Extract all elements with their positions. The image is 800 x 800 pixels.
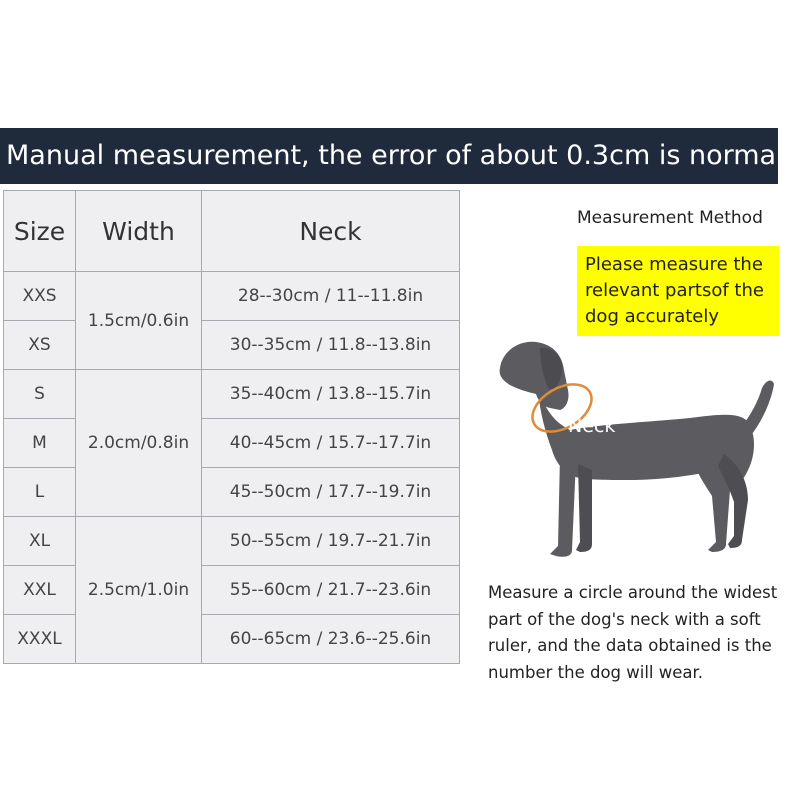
table-row <box>4 370 460 419</box>
table-row <box>4 615 460 664</box>
cell-size: XXL <box>4 566 76 615</box>
cell-size: XXXL <box>4 615 76 664</box>
table-row <box>4 419 460 468</box>
measure-note: Please measure the relevant partsof the dog accurately <box>577 246 779 336</box>
dog-silhouette-icon <box>480 330 780 570</box>
cell-neck: 30--35cm / 11.8--13.8in <box>202 321 460 370</box>
table-header-row <box>4 191 460 272</box>
method-title: Measurement Method <box>577 208 763 228</box>
cell-width: 1.5cm/0.6in <box>76 272 202 370</box>
header-width: Width <box>76 191 202 272</box>
cell-size: XXS <box>4 272 76 321</box>
cell-neck: 28--30cm / 11--11.8in <box>202 272 460 321</box>
cell-size: XL <box>4 517 76 566</box>
banner-title: Manual measurement, the error of about 0.3cm is normal. <box>0 128 778 184</box>
cell-neck: 55--60cm / 21.7--23.6in <box>202 566 460 615</box>
cell-neck: 50--55cm / 19.7--21.7in <box>202 517 460 566</box>
table-row <box>4 468 460 517</box>
cell-neck: 60--65cm / 23.6--25.6in <box>202 615 460 664</box>
cell-width: 2.5cm/1.0in <box>76 517 202 664</box>
cell-neck: 45--50cm / 17.7--19.7in <box>202 468 460 517</box>
header-size: Size <box>4 191 76 272</box>
header-neck: Neck <box>202 191 460 272</box>
neck-label: Neck <box>568 415 616 437</box>
cell-width: 2.0cm/0.8in <box>76 370 202 517</box>
cell-size: M <box>4 419 76 468</box>
cell-size: S <box>4 370 76 419</box>
size-chart-table <box>3 190 460 664</box>
measure-description: Measure a circle around the widest part of the dog's neck with a soft ruler, and the data obtained is the number the dog will wear. <box>488 583 778 682</box>
table-row <box>4 566 460 615</box>
table-row <box>4 272 460 321</box>
table-row <box>4 321 460 370</box>
cell-size: L <box>4 468 76 517</box>
cell-neck: 40--45cm / 15.7--17.7in <box>202 419 460 468</box>
cell-neck: 35--40cm / 13.8--15.7in <box>202 370 460 419</box>
table-row <box>4 517 460 566</box>
cell-size: XS <box>4 321 76 370</box>
